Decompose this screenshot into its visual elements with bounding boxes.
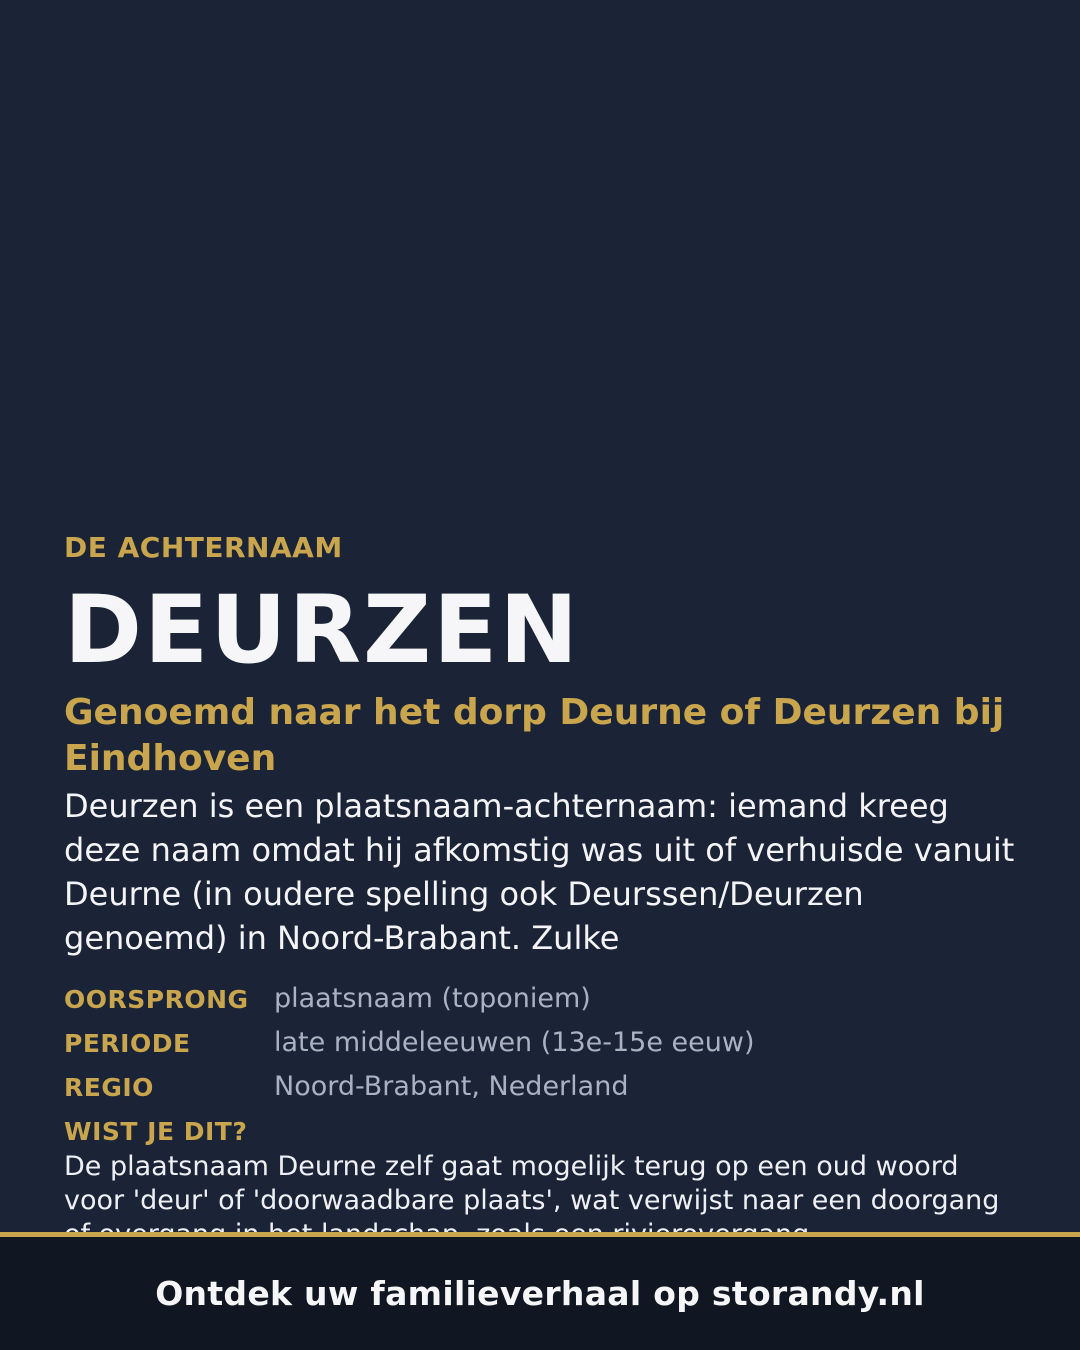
fact-label: REGIO: [64, 1073, 154, 1102]
eyebrow-label: DE ACHTERNAAM: [64, 531, 343, 564]
footer-cta-text: Ontdek uw familieverhaal op storandy.nl: [155, 1274, 925, 1313]
surname-title: DEURZEN: [64, 576, 580, 685]
trivia-text: De plaatsnaam Deurne zelf gaat mogelijk terug op een oud woord voor 'deur' of 'doorwaadbare plaats', wat verwijst naar een doorgang: [64, 1151, 1000, 1216]
facts-list: [64, 982, 1024, 1114]
fact-value: plaatsnaam (toponiem): [274, 983, 591, 1014]
fact-label: OORSPRONG: [64, 985, 249, 1014]
surname-subtitle: Genoemd naar het dorp Deurne of Deurzen bij Eindhoven: [64, 692, 1005, 779]
fact-row-origin: [64, 982, 1024, 1026]
trivia-label: WIST JE DIT?: [64, 1117, 248, 1146]
fact-row-region: [64, 1070, 1024, 1114]
surname-card: [64, 528, 1024, 1252]
fact-value: Noord-Brabant, Nederland: [274, 1071, 629, 1102]
footer-banner: [0, 1232, 1080, 1350]
fact-value: late middeleeuwen (13e-15e eeuw): [274, 1027, 755, 1058]
surname-description: Deurzen is een plaatsnaam-achternaam: iemand kreeg deze naam omdat hij afkomstig was uit of verhuisde vanuit Deurne (in oudere spelling ook Deurssen/Deurzen genoemd) in Noord-Brabant. Zulke: [64, 787, 1015, 957]
fact-label: PERIODE: [64, 1029, 191, 1058]
fact-row-period: [64, 1026, 1024, 1070]
